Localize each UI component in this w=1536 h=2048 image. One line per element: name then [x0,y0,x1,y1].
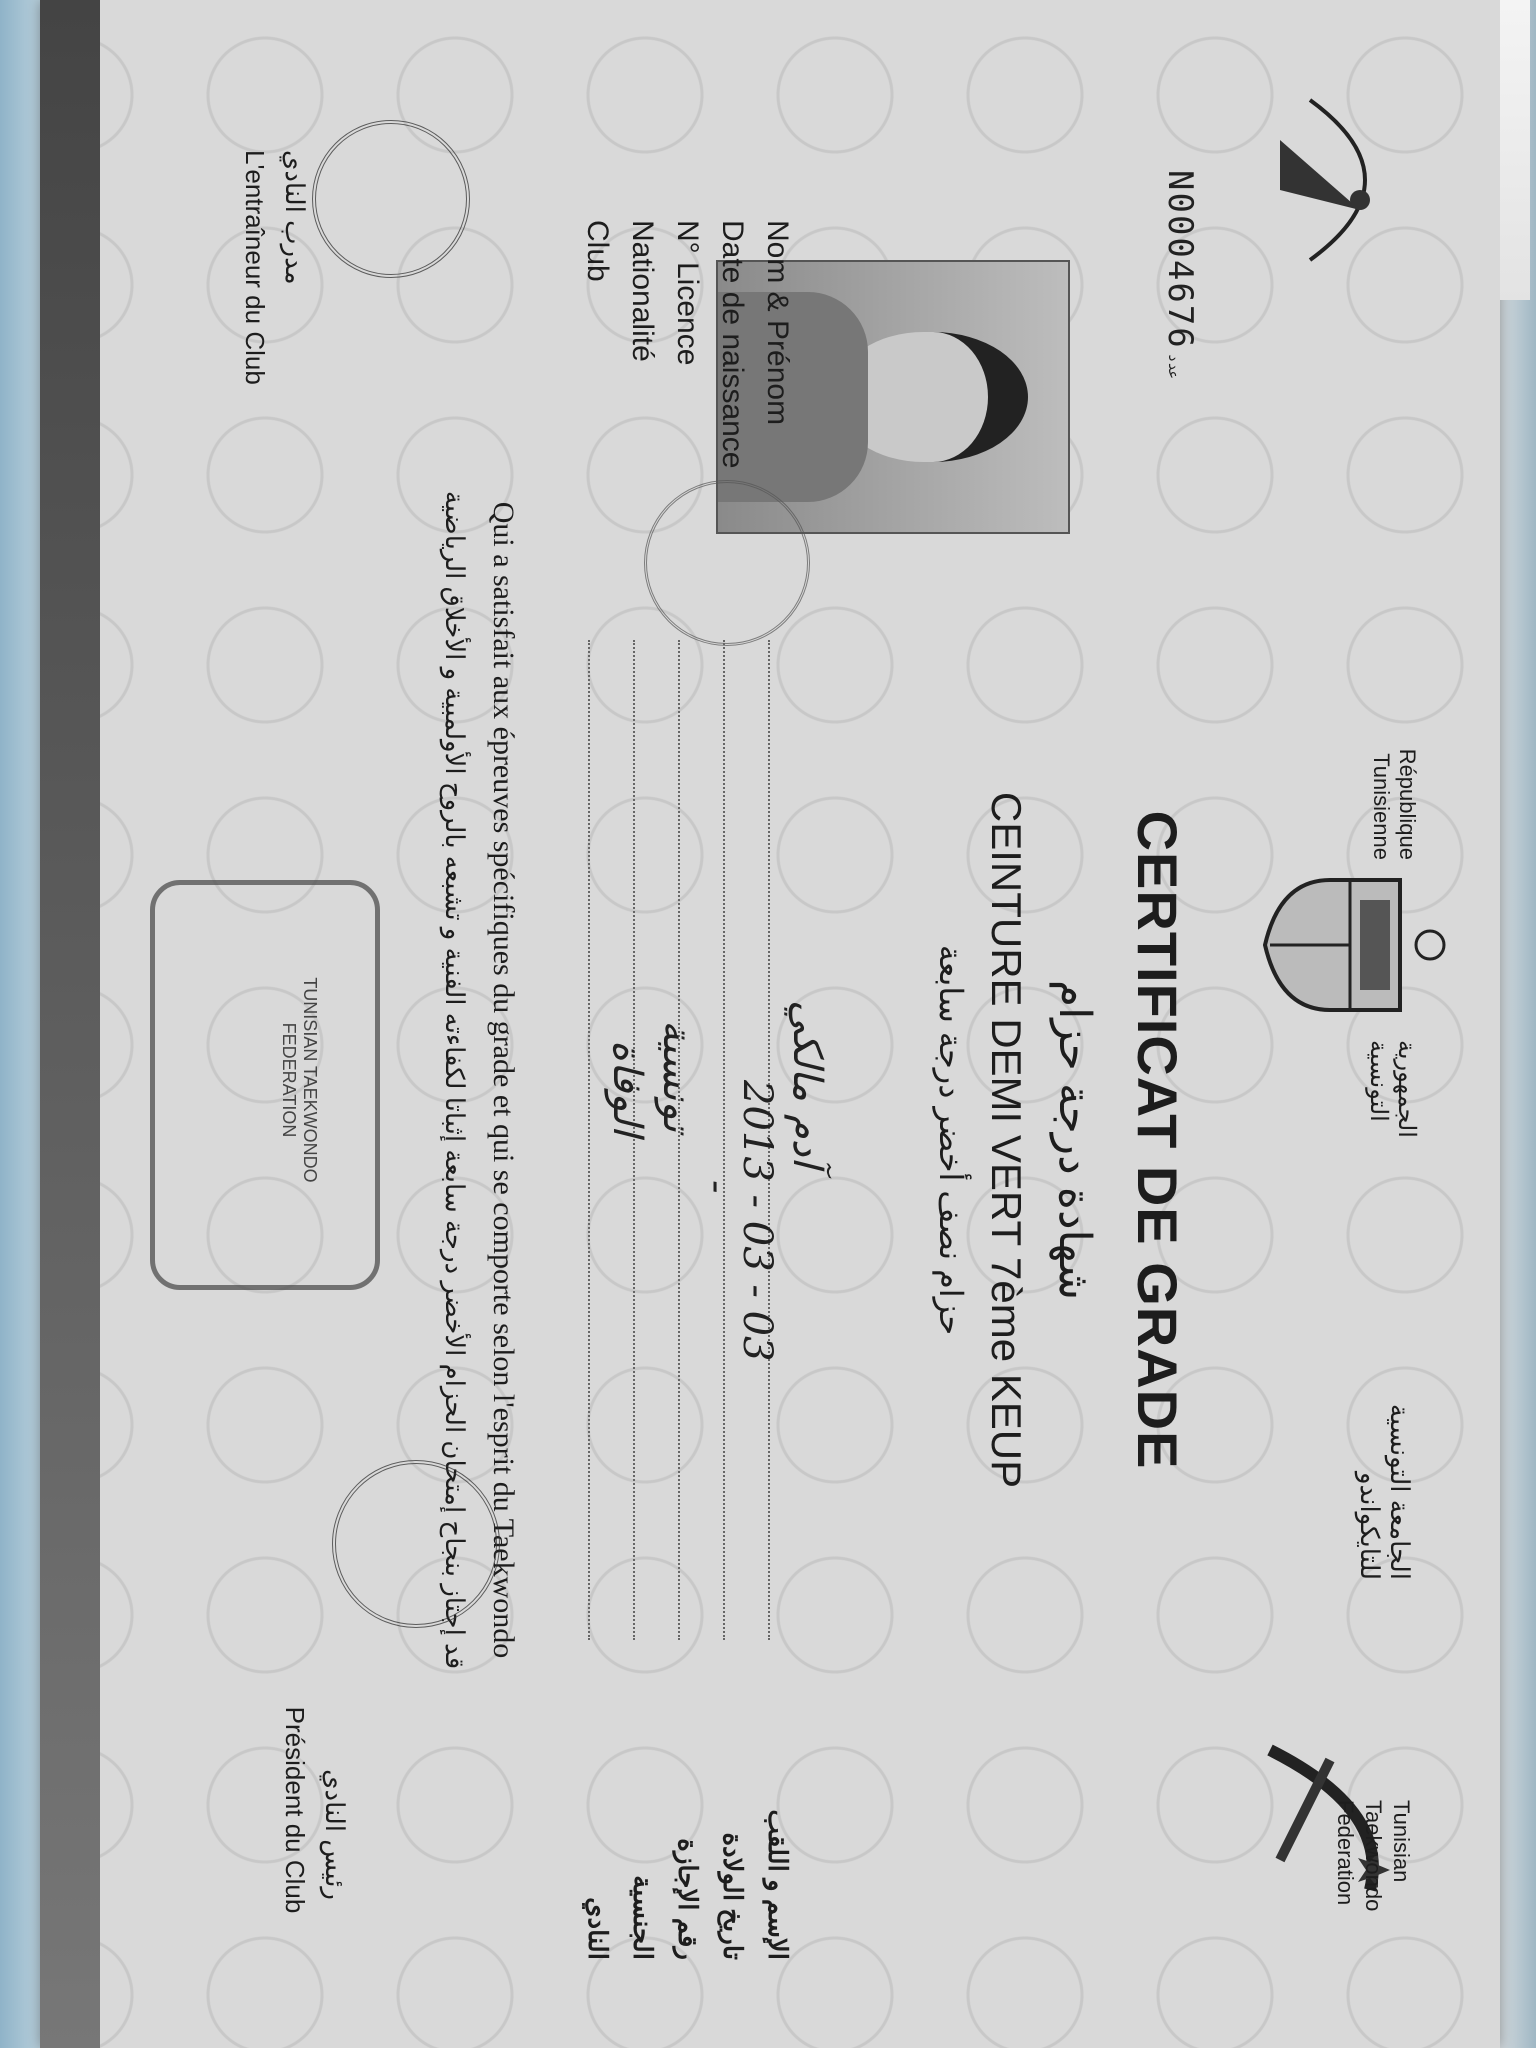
tunisia-coat-of-arms-icon [1260,860,1450,1030]
federation-stamp [150,880,380,1290]
label-licence: N° Licence [671,220,704,366]
label-nationality: Nationalité [626,220,659,362]
nationality-value: تونسية [654,1020,700,1133]
serial-number: N0004676 [1160,170,1200,350]
label-birthdate: Date de naissance [716,220,749,469]
federation-stamp-text: TUNISIAN TAEKWONDO FEDERATION [279,977,320,1183]
grade-certificate [40,0,1500,2048]
field-labels-fr [575,220,800,620]
republic-name-ar: الجمهورية التونسية [1365,1040,1420,1138]
world-taekwondo-logo-icon [1230,80,1430,280]
certificate-title-ar: شهادة درجة حزام [1050,979,1099,1301]
president-stamp [332,1460,500,1628]
label-club: Club [581,220,614,282]
republic-name-fr: République Tunisienne [1369,748,1420,860]
grade-title-ar: حزام نصف أخضر درجة سابعة [933,944,969,1336]
label-nationality-ar: الجنسية [628,1875,658,1960]
label-club-ar: النادي [583,1897,613,1960]
grade-title: CEINTURE DEMI VERT 7ème KEUP [983,791,1030,1489]
coach-signature-label-ar: مدرب النادي [280,150,310,285]
name-value: آدم مالكي [784,1000,830,1168]
coach-stamp [312,120,470,278]
club-value: الوفاة [604,1040,650,1137]
licence-value: - [694,1180,740,1194]
statement-fr: Qui a satisfait aux épreuves spécifiques du grade et qui se comporte selon l'esprit du Taekwondo [487,501,520,1659]
certificate-title: CERTIFICAT DE GRADE [1126,810,1189,1470]
serial-prefix: عدد [1165,353,1181,380]
background-surface [1496,0,1536,2048]
decorative-stripe [40,0,100,2048]
president-signature-label-ar: رئيس النادي [320,1769,350,1900]
certificate-serial [1160,170,1200,379]
club-line [588,640,630,1640]
federation-name-ar: الجامعة التونسية للتايكواندو [1355,1403,1415,1580]
statement-ar: قد إجتاز بنجاح إمتحان الحزام الأخضر درجة سابعة إثباتا لكفاءته الفنية و تشبعه بالروح الأولمبية و الأخلاق الرياضية [440,490,470,1670]
label-name-ar: الإسم و اللقب [763,1809,793,1960]
president-signature-label: Président du Club [280,1706,310,1914]
label-birthdate-ar: تاريخ الولادة [718,1832,748,1960]
nationality-line [633,640,675,1640]
federation-name-en: Tunisian Taekwondo Federation [1333,1800,1414,1912]
label-name: Nom & Prénom [761,220,794,426]
coach-signature-label: L'entraîneur du Club [240,150,270,385]
label-licence-ar: رقم الإجازة [673,1838,703,1960]
licence-line [678,640,720,1640]
field-labels-ar [575,1660,800,1960]
birthdate-value: 2013 - 03 - 03 [734,1080,780,1362]
